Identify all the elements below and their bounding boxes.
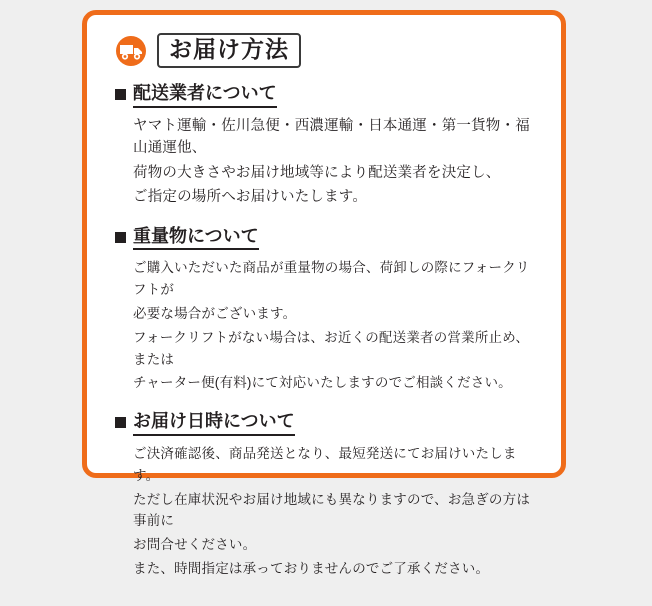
delivery-info-card <box>82 10 566 577</box>
body-line: ご購入いただいた商品が重量物の場合、荷卸しの際にフォークリフトが <box>133 260 530 298</box>
body-line: ご決済確認後、商品発送となり、最短発送にてお届けいたします。 <box>133 445 517 483</box>
section-heavy-items <box>109 225 541 395</box>
title-box <box>157 33 301 68</box>
body-line: ただし在庫状況やお届け地域にも異なりますので、お急ぎの方は事前に <box>133 491 531 529</box>
square-bullet-icon <box>115 89 126 100</box>
section-heading: 配送業者について <box>133 82 277 108</box>
section-body <box>133 443 541 580</box>
section-shipping-carriers <box>109 82 541 208</box>
section-heading: お届け日時について <box>133 410 295 436</box>
body-line: 荷物の大きさやお届け地域等により配送業者を決定し、 <box>133 164 501 181</box>
section-delivery-datetime <box>109 410 541 580</box>
square-bullet-icon <box>115 417 126 428</box>
body-line: チャーター便(有料)にて対応いたしますのでご相談ください。 <box>133 375 512 391</box>
section-heading: 重量物について <box>133 225 259 251</box>
section-body <box>133 257 541 394</box>
body-line: ご指定の場所へお届けいたします。 <box>133 189 368 206</box>
body-line: お問合せください。 <box>133 537 257 553</box>
body-line: フォークリフトがない場合は、お近くの配送業者の営業所止め、または <box>133 329 530 367</box>
section-body <box>133 115 541 209</box>
page-title: お届け方法 <box>169 36 289 62</box>
card-header <box>113 33 541 68</box>
section-heading-row <box>115 410 541 436</box>
body-line: ヤマト運輸・佐川急便・西濃運輸・日本通運・第一貨物・福山通運他、 <box>133 117 530 157</box>
delivery-truck-icon <box>113 36 149 66</box>
square-bullet-icon <box>115 232 126 243</box>
section-heading-row <box>115 225 541 251</box>
section-heading-row <box>115 82 541 108</box>
body-line: また、時間指定は承っておりませんのでご了承ください。 <box>133 561 490 577</box>
body-line: 必要な場合がございます。 <box>133 305 297 321</box>
